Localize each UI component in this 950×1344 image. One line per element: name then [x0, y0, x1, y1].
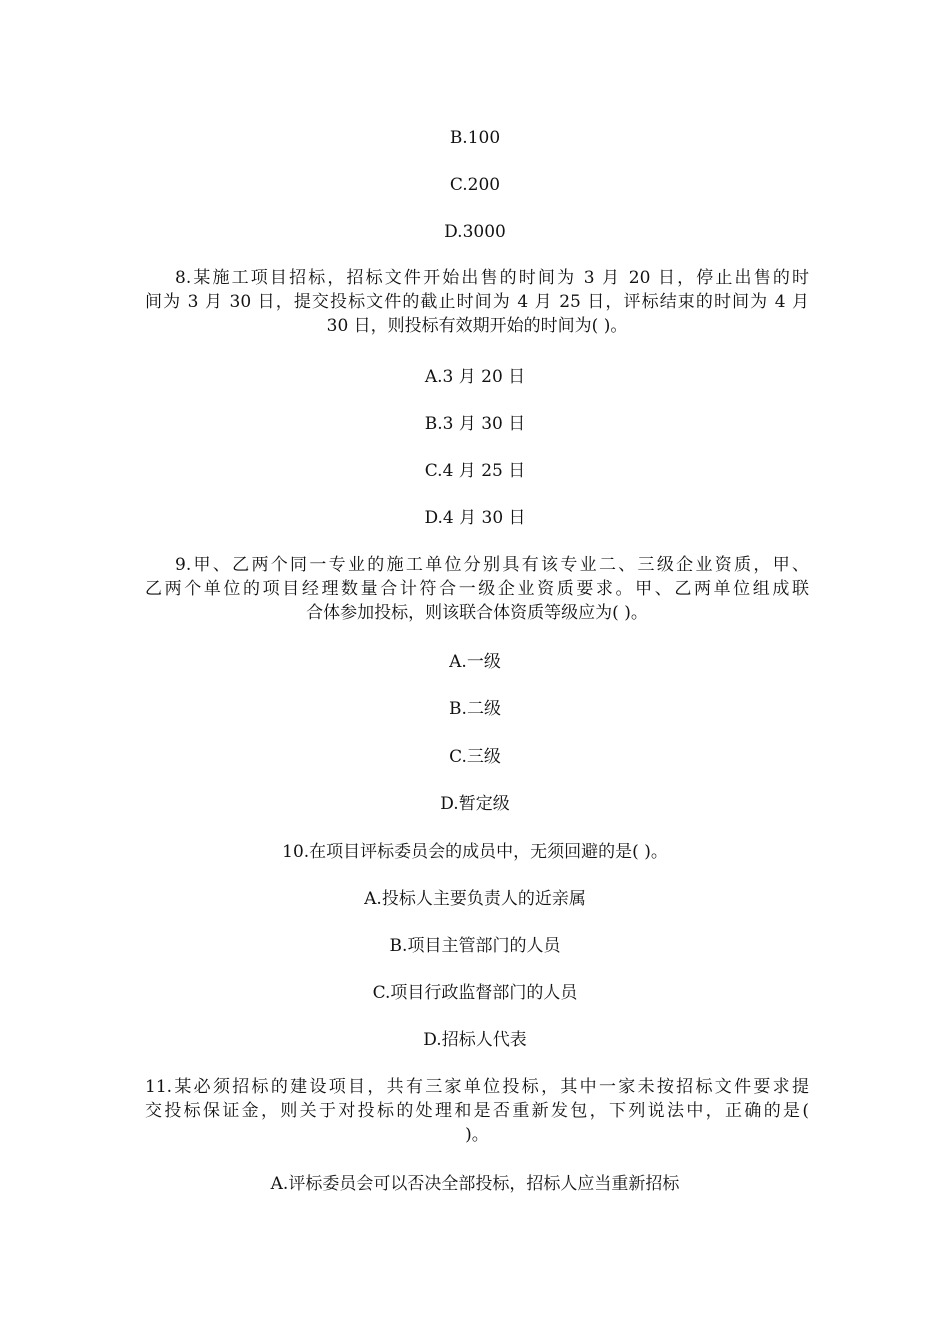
q11-stem-line-2: 交投标保证金，则关于对投标的处理和是否重新发包，下列说法中，正确的是(: [145, 1101, 809, 1121]
q10-option-a: A.投标人主要负责人的近亲属: [364, 889, 586, 909]
q8-option-c: C.4 月 25 日: [424, 461, 526, 481]
q9-stem-line-3: 合体参加投标，则该联合体资质等级应为( )。: [306, 603, 648, 623]
q9-stem-line-1: 9.甲、乙两个同一专业的施工单位分别具有该专业二、三级企业资质，甲、: [175, 555, 809, 575]
q9-option-a: A.一级: [449, 652, 501, 672]
q11-stem: [145, 1075, 809, 1147]
q7-option-b: B.100: [449, 128, 501, 148]
q10-option-d: D.招标人代表: [423, 1030, 527, 1050]
q11-stem-line-1: 11.某必须招标的建设项目，共有三家单位投标，其中一家未按招标文件要求提: [145, 1077, 809, 1097]
q7-option-d: D.3000: [444, 222, 506, 242]
q9-stem: [145, 553, 809, 625]
q8-stem-line-2: 间为 3 月 30 日，提交投标文件的截止时间为 4 月 25 日，评标结束的时间为 4 月: [145, 292, 809, 312]
q8-option-d: D.4 月 30 日: [424, 508, 526, 528]
q8-stem-line-3: 30 日，则投标有效期开始的时间为( )。: [326, 316, 628, 336]
q10-stem: 10.在项目评标委员会的成员中，无须回避的是( )。: [282, 842, 668, 862]
q7-option-c: C.200: [449, 175, 501, 195]
q8-option-b: B.3 月 30 日: [424, 414, 526, 434]
q9-option-d: D.暂定级: [440, 794, 510, 814]
q9-stem-line-2: 乙两个单位的项目经理数量合计符合一级企业资质要求。甲、乙两单位组成联: [145, 579, 809, 599]
q11-option-a: A.评标委员会可以否决全部投标，招标人应当重新招标: [270, 1174, 680, 1194]
q9-option-c: C.三级: [449, 747, 501, 767]
q11-stem-line-3: )。: [465, 1125, 489, 1145]
q8-option-a: A.3 月 20 日: [424, 367, 526, 387]
q8-stem: [145, 266, 809, 338]
q9-option-b: B.二级: [449, 699, 501, 719]
q10-option-c: C.项目行政监督部门的人员: [372, 983, 578, 1003]
q10-option-b: B.项目主管部门的人员: [389, 936, 561, 956]
q8-stem-line-1: 8.某施工项目招标，招标文件开始出售的时间为 3 月 20 日，停止出售的时: [175, 268, 809, 288]
